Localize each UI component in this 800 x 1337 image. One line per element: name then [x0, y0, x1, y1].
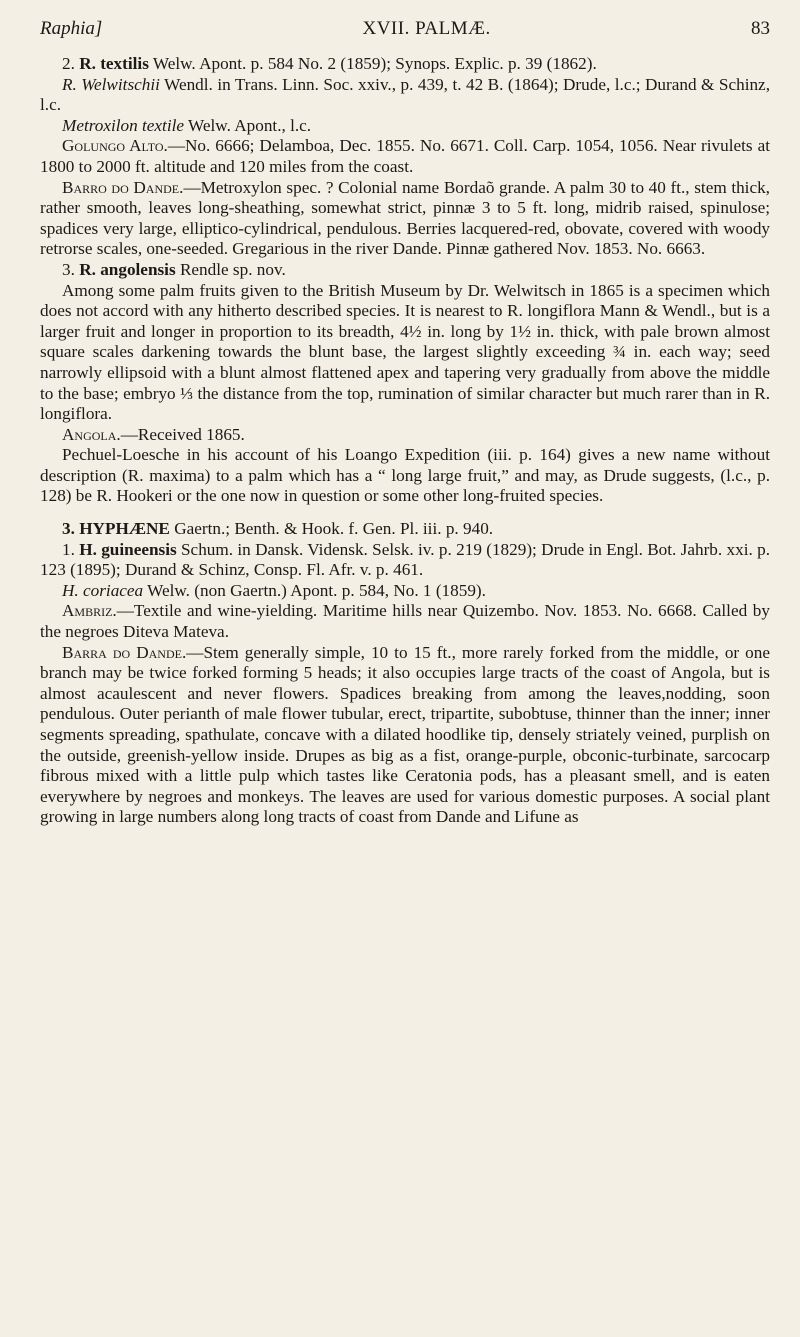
- genus-heading: 3. HYPHÆNE Gaertn.; Benth. & Hook. f. Gen. Pl. iii. p. 940.: [62, 519, 494, 539]
- entry-guineensis: 1. H. guineensis Schum. in Dansk. Vidensk. Selsk. iv. p. 219 (1829); Drude in Engl. Bot. Jahrb. xxi. p. 123 (1895); Durand & Schinz, Consp. Fl. Afr. v. p. 461.: [40, 539, 771, 580]
- entry-textilis: 2. R. textilis Welw. Apont. p. 584 No. 2 (1859); Synops. Explic. p. 39 (1862).: [62, 54, 597, 73]
- species-name: R. angolensis: [79, 259, 176, 279]
- synonym: H. coriacea Welw. (non Gaertn.) Apont. p. 584, No. 1 (1859).: [62, 580, 486, 600]
- entry-angolensis: 3. R. angolensis Rendle sp. nov.: [62, 259, 286, 279]
- locality: Barra do Dande.—Stem generally simple, 10 to 15 ft., more rarely forked from the middle, or one branch may be twice forked forming 5 heads; it also occupies large tracts of the coast of Angola, but is almost acaulescent and never flowers. Spadices breaking from among the leaves,nodding, soon pendulous. Outer perianth of male flower tubular, erect, tripartite, subobtuse, thinner than the inner; inner segments spreading, spathulate, concave with a dilated hoodlike tip, densely striately veined, purplish on the outside, greenish-yellow inside. Drupes as big as a fist, orange-purple, obconic-turbinate, sarcocarp fibrous mixed with a little pulp which tastes like Ceratonia pods, has a pleasant smell, and is eaten everywhere by negroes and monkeys. The leaves are used for various domestic purposes. A social plant growing in large numbers along long tracts of coast from Dande and Lifune as: [40, 642, 770, 827]
- species-name: H. guineensis: [79, 539, 177, 559]
- page-body: [40, 54, 770, 828]
- synonym: R. Welwitschii Wendl. in Trans. Linn. Soc. xxiv., p. 439, t. 42 B. (1864); Drude, l.c.; Durand & Schinz, l.c.: [40, 74, 770, 115]
- running-head-genus: Raphia]: [40, 18, 103, 39]
- description: Among some palm fruits given to the British Museum by Dr. Welwitsch in 1865 is a specimen which does not accord with any hitherto described species. It is nearest to R. longiflora Mann & Wendl., but is a larger fruit and longer in proportion to its breadth, 4½ in. long by 1½ in. thick, with pale brown almost square scales darkening towards the blunt base, the largest slightly exceeding ¾ in. each way; seed narrowly ellipsoid with a blunt almost flattened apex and tapering very gradually from above the middle to the base; embryo ⅓ the distance from the top, rumination of similar character but much rarer than in R. longiflora.: [40, 280, 770, 424]
- page-number: 83: [750, 18, 770, 39]
- running-head: [40, 18, 770, 40]
- note: Pechuel-Loesche in his account of his Loango Expedition (iii. p. 164) gives a new name without description (R. maxima) to a palm which has a “ long large fruit,” and may, as Drude suggests, (l.c., p. 128) be R. Hookeri or the one now in question or some other long-fruited species.: [40, 445, 770, 506]
- locality: Ambriz.—Textile and wine-yielding. Maritime hills near Quizembo. Nov. 1853. No. 6668. Called by the negroes Diteva Mateva.: [40, 601, 770, 642]
- locality: Barro do Dande.—Metroxylon spec. ? Colonial name Bordaõ grande. A palm 30 to 40 ft., stem thick, rather smooth, leaves long-sheathing, somewhat strict, pinnæ 3 to 5 ft. long, midrib raised, spinulose; spadices very large, elliptico-cylindrical, pendulous. Berries lacquered-red, obovate, covered with woody retrorse scales, one-seeded. Gregarious in the river Dande. Pinnæ gathered Nov. 1853. No. 6663.: [40, 177, 770, 259]
- synonym: Metroxilon textile Welw. Apont., l.c.: [62, 115, 312, 135]
- running-head-section: XVII. PALMÆ.: [362, 18, 491, 39]
- genus-name: HYPHÆNE: [79, 519, 170, 539]
- locality: Golungo Alto.—No. 6666; Delamboa, Dec. 1855. No. 6671. Coll. Carp. 1054, 1056. Near rivulets at 1800 to 2000 ft. altitude and 120 miles from the coast.: [40, 136, 770, 176]
- locality: Angola.—Received 1865.: [62, 424, 245, 444]
- species-name: R. textilis: [79, 54, 149, 73]
